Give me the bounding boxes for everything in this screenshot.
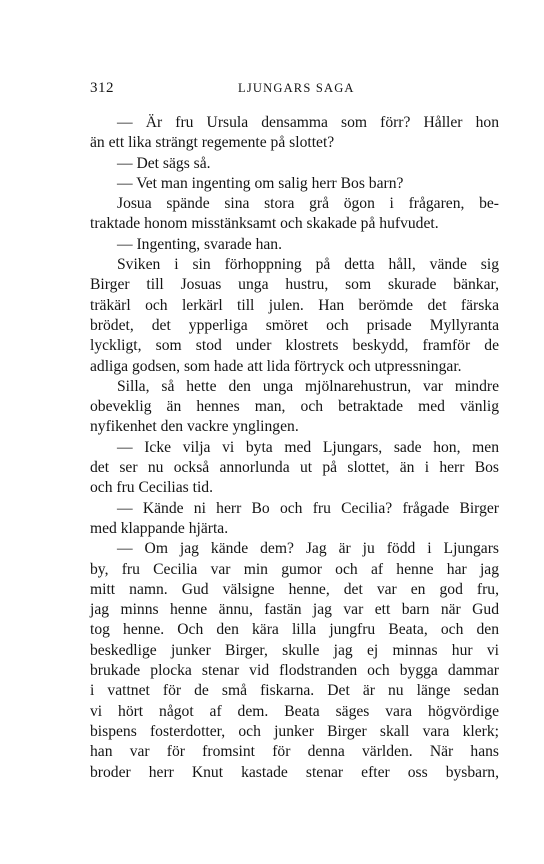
text-line: broder herr Knut kastade stenar efter oss bysbarn, — [90, 763, 499, 781]
text-line: brödet, det ypperliga smöret och prisade Myllyranta — [90, 316, 499, 334]
text-line: träkärl och lerkärl till julen. Han berömde det färska — [90, 296, 499, 314]
text-line: vi hört något af dem. Beata säges vara högvördige — [90, 702, 499, 720]
text-line: adliga godsen, som hade att lida förtryck och utpressningar. — [90, 357, 462, 375]
text-line: — Det sägs så. — [117, 154, 211, 172]
body-text — [90, 113, 499, 783]
running-title: LJUNGARS SAGA — [238, 81, 355, 95]
text-line: — Är fru Ursula densamma som förr? Håller hon — [117, 114, 499, 131]
text-line: obeveklig än hennes man, och betraktade med vänlig — [90, 398, 499, 416]
text-line: Sviken i sin förhoppning på detta håll, vände sig — [117, 256, 499, 274]
text-line: Josua spände sina stora grå ögon i frågaren, be- — [117, 195, 499, 213]
text-line: lyckligt, som stod under klostrets beskydd, framför de — [90, 337, 499, 355]
text-line: tog henne. Och den kära lilla jungfru Beata, och den — [90, 621, 499, 639]
text-line: nyfikenhet den vackre ynglingen. — [90, 418, 299, 436]
text-line: — Ingenting, svarade han. — [117, 235, 282, 253]
text-line: Birger till Josuas unga hustru, som skurade bänkar, — [90, 276, 499, 294]
page-header — [90, 80, 500, 100]
text-line: mitt namn. Gud välsigne henne, det var en god fru, — [90, 580, 499, 598]
text-line: bispens fosterdotter, och junker Birger skall vara klerk; — [90, 722, 499, 740]
text-line: — Om jag kände dem? Jag är ju född i Ljungars — [117, 540, 499, 558]
text-line: by, fru Cecilia var min gumor och af henne har jag — [90, 560, 499, 578]
text-line: jag minns henne ännu, fastän jag var ett barn när Gud — [90, 601, 499, 619]
text-line: traktade honom misstänksamt och skakade på hufvudet. — [90, 215, 439, 233]
text-line: och fru Cecilias tid. — [90, 479, 213, 497]
text-line: — Kände ni herr Bo och fru Cecilia? frågade Birger — [117, 499, 499, 517]
text-line: han var för fromsint för denna världen. När hans — [90, 743, 499, 761]
text-line: beskedlige junker Birger, skulle jag ej minnas hur vi — [90, 641, 499, 659]
text-line: med klappande hjärta. — [90, 519, 229, 537]
text-line: än ett lika strängt regemente på slottet? — [90, 134, 335, 152]
text-line: brukade plocka stenar vid flodstranden och bygga dammar — [90, 662, 499, 680]
page-number: 312 — [90, 80, 114, 96]
text-line: Silla, så hette den unga mjölnarehustrun, var mindre — [117, 377, 499, 395]
text-line: det ser nu också annorlunda ut på slottet, än i herr Bos — [90, 459, 499, 477]
text-line: i vattnet för de små fiskarna. Det är nu länge sedan — [90, 682, 499, 700]
text-line: — Icke vilja vi byta med Ljungars, sade hon, men — [117, 438, 499, 456]
text-line: — Vet man ingenting om salig herr Bos barn? — [117, 174, 404, 192]
